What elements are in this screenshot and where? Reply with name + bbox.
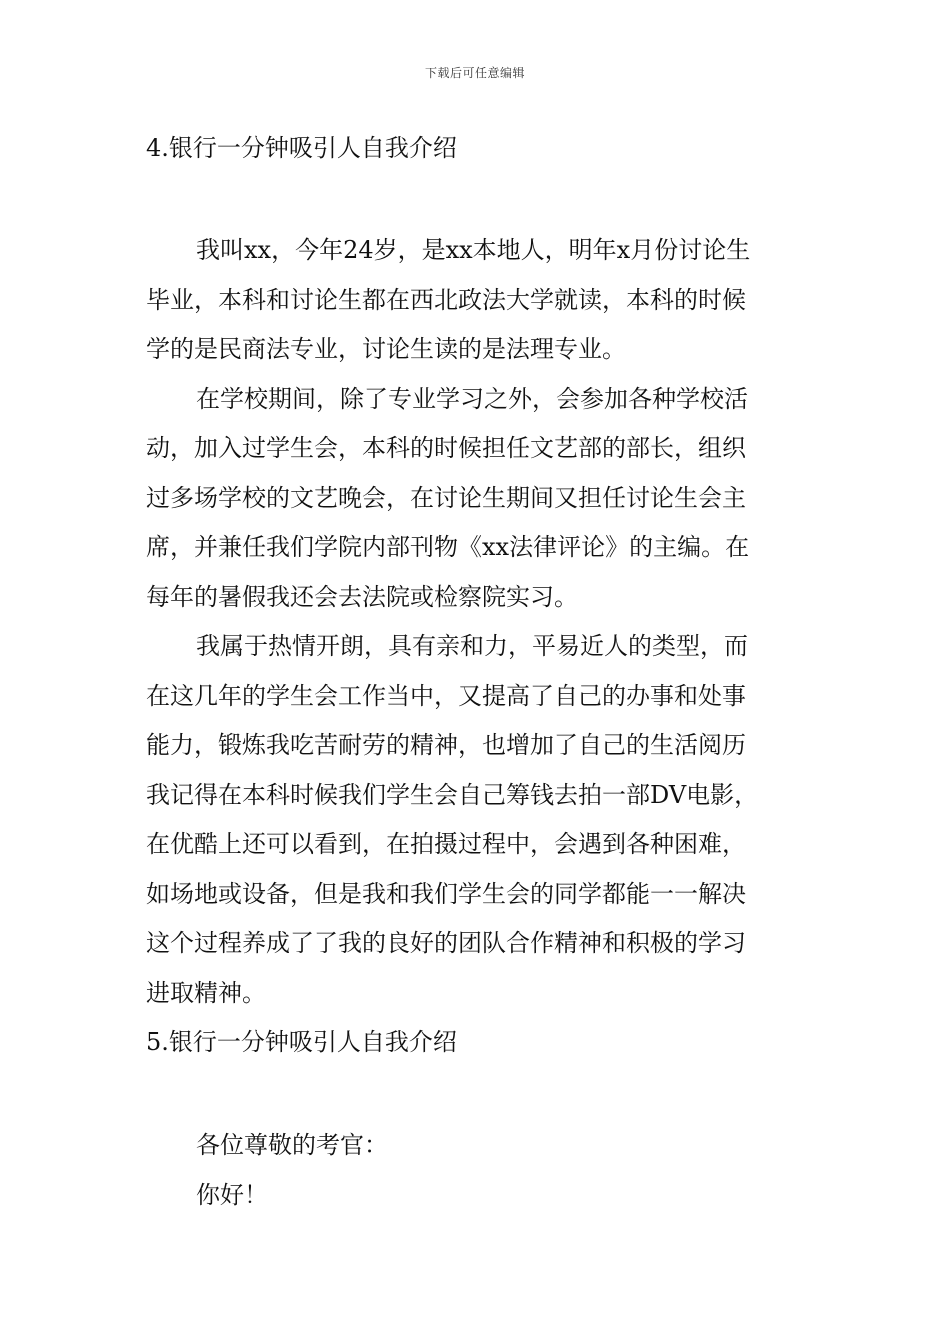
greeting-line: 你好！	[196, 1181, 268, 1209]
paragraph-line: 动，加入过学生会，本科的时候担任文艺部的部长，组织	[146, 434, 746, 462]
paragraph-line: 在优酷上还可以看到，在拍摄过程中，会遇到各种困难，	[146, 830, 746, 858]
paragraph-line: 在这几年的学生会工作当中，又提高了自己的办事和处事	[146, 682, 746, 710]
paragraph-line: 我属于热情开朗，具有亲和力，平易近人的类型，而	[196, 632, 748, 660]
page-header-note: 下载后可任意编辑	[424, 66, 525, 80]
paragraph-line: 如场地或设备，但是我和我们学生会的同学都能一一解决	[146, 880, 746, 908]
paragraph-line: 过多场学校的文艺晚会，在讨论生期间又担任讨论生会主	[146, 484, 746, 512]
paragraph-line: 毕业，本科和讨论生都在西北政法大学就读，本科的时候	[146, 286, 746, 314]
paragraph-line: 进取精神。	[146, 979, 266, 1007]
paragraph-line: 席，并兼任我们学院内部刊物《xx法律评论》的主编。在	[146, 533, 750, 561]
paragraph-line: 这个过程养成了了我的良好的团队合作精神和积极的学习	[146, 929, 746, 957]
section-heading-5: 5.银行一分钟吸引人自我介绍	[146, 1028, 457, 1056]
paragraph-line: 每年的暑假我还会去法院或检察院实习。	[146, 583, 578, 611]
paragraph-line: 在学校期间，除了专业学习之外，会参加各种学校活	[196, 385, 748, 413]
section-heading-4: 4.银行一分钟吸引人自我介绍	[146, 134, 457, 162]
paragraph-line: 我叫xx，今年24岁，是xx本地人，明年x月份讨论生	[196, 236, 751, 264]
paragraph-line: 我记得在本科时候我们学生会自己筹钱去拍一部DV电影，	[146, 781, 759, 809]
salutation-line: 各位尊敬的考官：	[196, 1131, 388, 1159]
paragraph-line: 学的是民商法专业，讨论生读的是法理专业。	[146, 335, 626, 363]
paragraph-line: 能力，锻炼我吃苦耐劳的精神，也增加了自己的生活阅历	[146, 731, 746, 759]
